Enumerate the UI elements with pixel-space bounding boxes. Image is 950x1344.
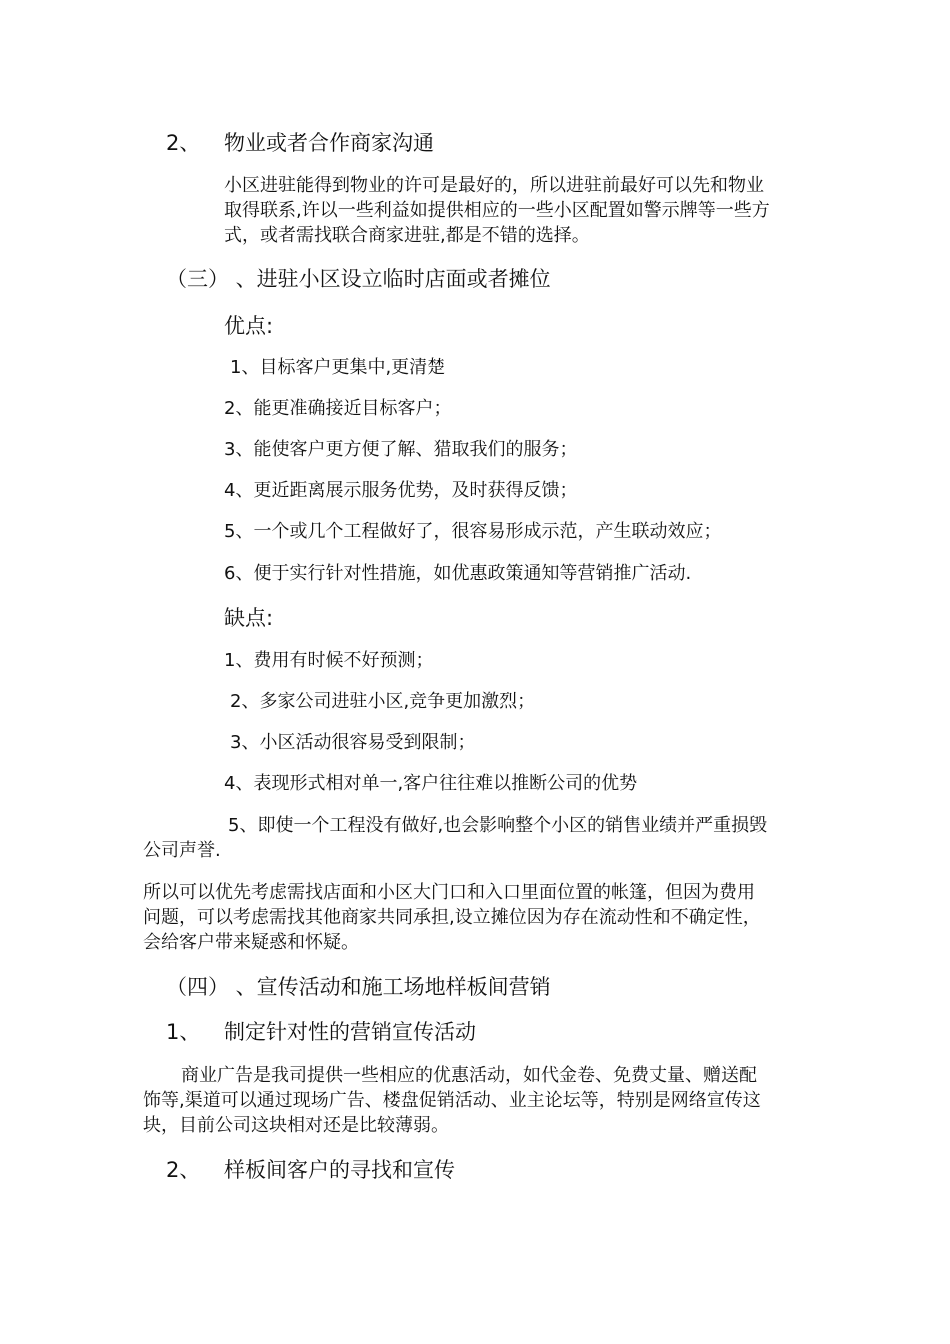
pros-label: 优点: <box>224 314 274 338</box>
section-number: 2、 <box>166 131 201 155</box>
section-number: 1、 <box>166 1020 201 1044</box>
cons-label: 缺点: <box>224 606 274 630</box>
paragraph-line: 商业广告是我司提供一些相应的优惠活动，如代金卷、免费丈量、赠送配 <box>181 1065 757 1086</box>
list-item: 4、表现形式相对单一,客户往往难以推断公司的优势 <box>224 773 638 794</box>
list-item: 3、能使客户更方便了解、猎取我们的服务； <box>224 439 578 460</box>
list-item: 5、即使一个工程没有做好,也会影响整个小区的销售业绩并严重损毁 <box>228 815 768 836</box>
section-number: 2、 <box>166 1158 201 1182</box>
list-item: 2、多家公司进驻小区,竞争更加激烈； <box>230 691 536 712</box>
list-item-continuation: 公司声誉. <box>143 840 221 861</box>
paragraph-line: 式，或者需找联合商家进驻,都是不错的选择。 <box>224 225 590 246</box>
paragraph-line: 问题，可以考虑需找其他商家共同承担,设立摊位因为存在流动性和不确定性， <box>143 907 761 928</box>
paragraph-line: 所以可以优先考虑需找店面和小区大门口和入口里面位置的帐篷，但因为费用 <box>143 882 755 903</box>
list-item: 5、一个或几个工程做好了，很容易形成示范，产生联动效应； <box>224 521 722 542</box>
section-heading: （三） 、进驻小区设立临时店面或者摊位 <box>166 267 551 291</box>
paragraph-line: 块，目前公司这块相对还是比较薄弱。 <box>143 1115 449 1136</box>
list-item: 3、小区活动很容易受到限制； <box>230 732 476 753</box>
list-item: 1、目标客户更集中,更清楚 <box>230 357 446 378</box>
section-heading: 物业或者合作商家沟通 <box>224 131 434 155</box>
paragraph-line: 饰等,渠道可以通过现场广告、楼盘促销活动、业主论坛等，特别是网络宣传这 <box>143 1090 761 1111</box>
section-heading: （四） 、宣传活动和施工场地样板间营销 <box>166 975 551 999</box>
paragraph-line: 小区进驻能得到物业的许可是最好的，所以进驻前最好可以先和物业 <box>224 175 764 196</box>
paragraph-line: 会给客户带来疑惑和怀疑。 <box>143 932 359 953</box>
list-item: 4、更近距离展示服务优势，及时获得反馈； <box>224 480 578 501</box>
list-item: 6、便于实行针对性措施，如优惠政策通知等营销推广活动. <box>224 563 692 584</box>
list-item: 1、费用有时候不好预测； <box>224 650 434 671</box>
sub-heading: 制定针对性的营销宣传活动 <box>224 1020 476 1044</box>
list-item: 2、能更准确接近目标客户； <box>224 398 452 419</box>
sub-heading: 样板间客户的寻找和宣传 <box>224 1158 455 1182</box>
paragraph-line: 取得联系,许以一些利益如提供相应的一些小区配置如警示牌等一些方 <box>224 200 770 221</box>
